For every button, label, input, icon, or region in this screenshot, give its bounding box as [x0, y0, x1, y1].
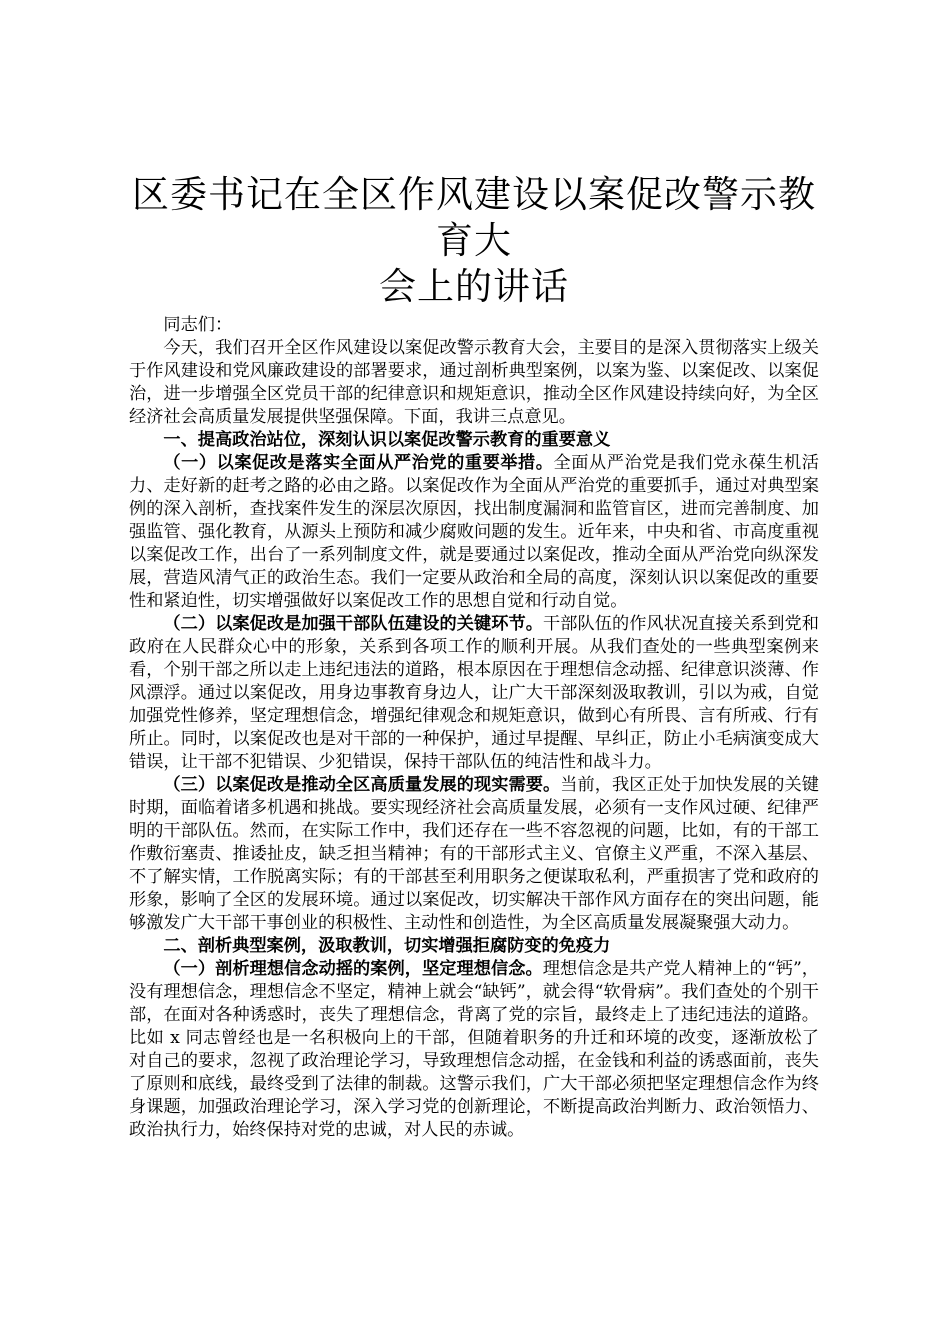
document-page [129, 172, 819, 1142]
title-line-1: 区委书记在全区作风建设以案促改警示教育大 [132, 173, 816, 262]
section-2-heading: 二、剖析典型案例，汲取教训，切实增强拒腐防变的免疫力 [163, 936, 611, 956]
item-lead: （一）以案促改是落实全面从严治党的重要举措。 [163, 453, 554, 473]
item-body: 全面从严治党是我们党永葆生机活力、走好新的赶考之路的必由之路。以案促改作为全面从严治党的重要抓手，通过对典型案例的深入剖析，查找案件发生的深层次原因，找出制度漏洞和监管盲区，进而完善制度、加强监管、强化教育，从源头上预防和减少腐败问题的发生。近年来，中央和省、市高度重视以案促改工作，出台了一系列制度文件，就是要通过以案促改，推动全面从严治党向纵深发展，营造风清气正的政治生态。我们一定要从政治和全局的高度，深刻认识以案促改的重要性和紧迫性，切实增强做好以案促改工作的思想自觉和行动自觉。 [129, 453, 819, 611]
greeting: 同志们： [163, 315, 233, 335]
item-lead: （一）剖析理想信念动摇的案例，坚定理想信念。 [163, 959, 543, 979]
document-title [129, 172, 819, 310]
item-lead: （二）以案促改是加强干部队伍建设的关键环节。 [163, 614, 543, 634]
title-line-2: 会上的讲话 [379, 265, 569, 308]
item-body: 干部队伍的作风状况直接关系到党和政府在人民群众心中的形象，关系到各项工作的顺利开展。从我们查处的一些典型案例来看，个别干部之所以走上违纪违法的道路，根本原因在于理想信念动摇、纪律意识淡薄、作风漂浮。通过以案促改，用身边事教育身边人，让广大干部深刻汲取教训，引以为戒，自觉加强党性修养，坚定理想信念，增强纪律观念和规矩意识，做到心有所畏、言有所戒、行有所止。同时，以案促改也是对干部的一种保护，通过早提醒、早纠正，防止小毛病演变成大错误，让干部不犯错误、少犯错误，保持干部队伍的纯洁性和战斗力。 [129, 614, 819, 772]
item-lead: （三）以案促改是推动全区高质量发展的现实需要。 [163, 775, 561, 795]
item-body: 理想信念是共产党人精神上的“钙”，没有理想信念，理想信念不坚定，精神上就会“缺钙”，就会得“软骨病”。我们查处的个别干部，在面对各种诱惑时，丧失了理想信念，背离了党的宗旨，最终走上了违纪违法的道路。比如 x 同志曾经也是一名积极向上的干部，但随着职务的升迁和环境的改变，逐渐放松了对自己的要求，忽视了政治理论学习，导致理想信念动摇，在金钱和利益的诱惑面前，丧失了原则和底线，最终受到了法律的制裁。这警示我们，广大干部必须把坚定理想信念作为终身课题，加强政治理论学习，深入学习党的创新理论，不断提高政治判断力、政治领悟力、政治执行力，始终保持对党的忠诚，对人民的赤诚。 [129, 959, 819, 1140]
section-2-item-1 [129, 958, 819, 1142]
section-1-heading: 一、提高政治站位，深刻认识以案促改警示教育的重要意义 [163, 430, 611, 450]
section-1-item-1 [129, 452, 819, 613]
section-1-item-2 [129, 613, 819, 774]
section-1-item-3 [129, 774, 819, 935]
item-body: 当前，我区正处于加快发展的关键时期，面临着诸多机遇和挑战。要实现经济社会高质量发展，必须有一支作风过硬、纪律严明的干部队伍。然而，在实际工作中，我们还存在一些不容忽视的问题，比如，有的干部工作敷衍塞责、推诿扯皮，缺乏担当精神；有的干部形式主义、官僚主义严重，不深入基层、不了解实情，工作脱离实际；有的干部甚至利用职务之便谋取私利，严重损害了党和政府的形象，影响了全区的发展环境。通过以案促改，切实解决干部作风方面存在的突出问题，能够激发广大干部干事创业的积极性、主动性和创造性，为全区高质量发展凝聚强大动力。 [129, 775, 819, 933]
intro-paragraph: 今天，我们召开全区作风建设以案促改警示教育大会，主要目的是深入贯彻落实上级关于作风建设和党风廉政建设的部署要求，通过剖析典型案例，以案为鉴、以案促改、以案促治，进一步增强全区党员干部的纪律意识和规矩意识，推动全区作风建设持续向好，为全区经济社会高质量发展提供坚强保障。下面，我讲三点意见。 [129, 338, 819, 427]
